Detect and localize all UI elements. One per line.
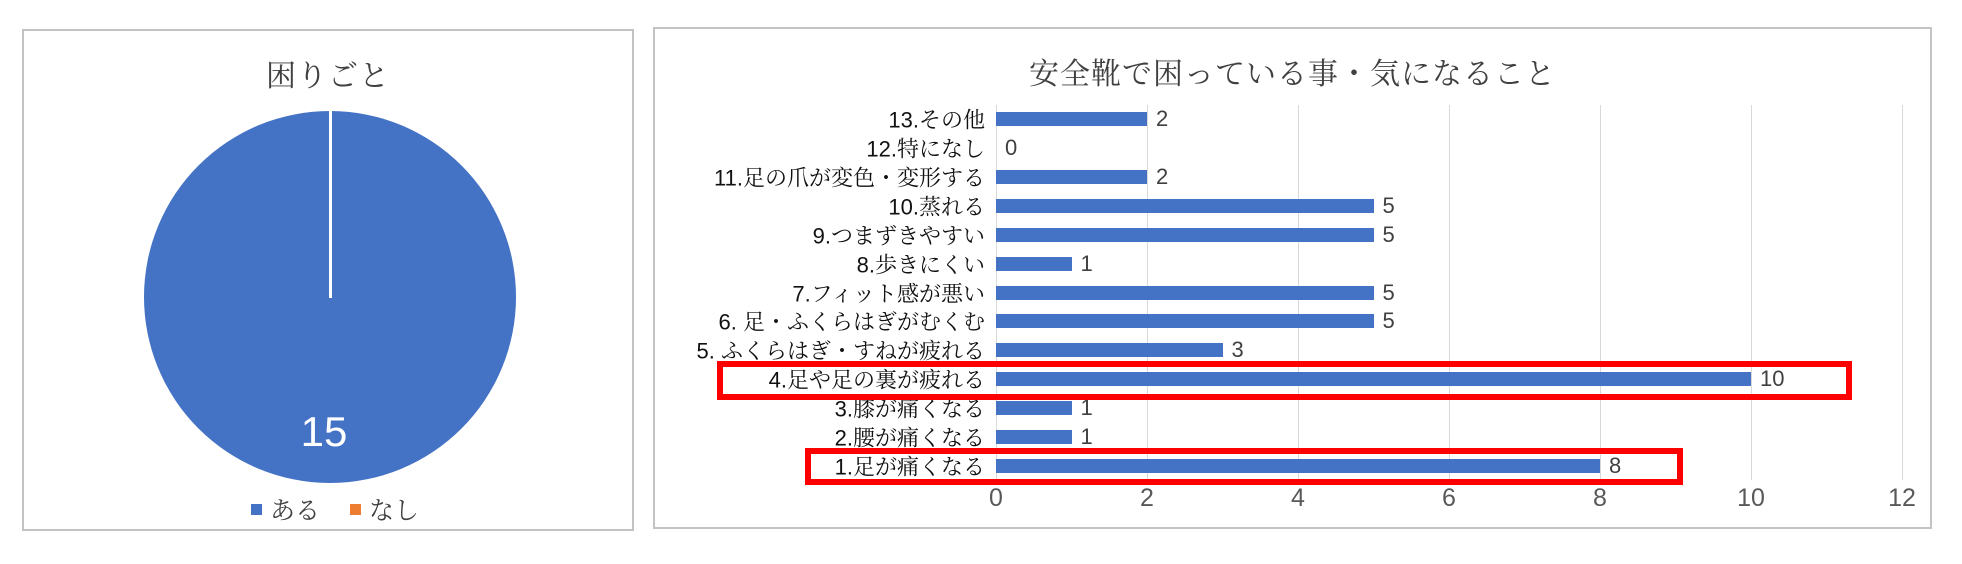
legend-swatch-icon — [251, 504, 262, 515]
category-label: 3.膝が痛くなる — [834, 396, 985, 422]
bar[interactable] — [996, 112, 1147, 126]
category-label: 12.特になし — [866, 136, 985, 162]
category-label: 5. ふくらはぎ・すねが疲れる — [696, 338, 985, 364]
bar-value-label: 1 — [1080, 250, 1093, 276]
gridline — [1751, 105, 1752, 480]
category-label: 2.腰が痛くなる — [834, 425, 985, 451]
bar-value-label: 5 — [1382, 279, 1395, 305]
bar-value-label: 2 — [1156, 106, 1169, 132]
bar[interactable] — [996, 286, 1374, 300]
bar-value-label: 5 — [1382, 192, 1395, 218]
bar[interactable] — [996, 199, 1374, 213]
category-label: 7.フィット感が悪い — [792, 281, 985, 306]
category-label: 8.歩きにくい — [856, 252, 985, 278]
legend-swatch-icon — [350, 504, 361, 515]
category-label: 4.足や足の裏が疲れる — [768, 367, 985, 393]
category-label: 9.つまずきやすい — [812, 223, 985, 249]
pie-slice-divider — [329, 111, 332, 298]
bar-value-label: 1 — [1080, 394, 1093, 420]
legend-label: ある — [269, 497, 320, 525]
bar-chart-panel — [653, 27, 1932, 529]
x-axis-tick-label: 2 — [1140, 484, 1154, 512]
bar-value-label: 10 — [1760, 366, 1785, 392]
pie-chart-panel — [22, 29, 634, 531]
pie-legend — [24, 491, 632, 527]
pie-chart-title: 困りごと — [266, 60, 390, 93]
bar-value-label: 3 — [1231, 337, 1244, 363]
legend-item-aru[interactable] — [251, 491, 320, 527]
legend-label: なし — [369, 497, 420, 525]
bar[interactable] — [996, 430, 1072, 444]
highlight-box — [805, 448, 1683, 485]
bar[interactable] — [996, 343, 1223, 357]
bar-value-label: 5 — [1382, 308, 1395, 334]
bar[interactable] — [996, 228, 1374, 242]
bar-value-label: 0 — [1005, 135, 1018, 161]
bar-chart-title: 安全靴で困っている事・気になること — [1029, 58, 1556, 91]
x-axis-tick-label: 8 — [1593, 484, 1607, 512]
bar[interactable] — [996, 401, 1072, 415]
bar-value-label: 5 — [1382, 221, 1395, 247]
category-label: 13.その他 — [888, 107, 985, 133]
category-label: 6. 足・ふくらはぎがむくむ — [718, 309, 985, 335]
x-axis-tick-label: 0 — [989, 484, 1003, 512]
bar-value-label: 8 — [1609, 452, 1622, 478]
bar-value-label: 1 — [1080, 423, 1093, 449]
category-label: 11.足の爪が変色・変形する — [714, 165, 985, 191]
highlight-box — [717, 361, 1852, 400]
bar[interactable] — [996, 314, 1374, 328]
bar-value-label: 2 — [1156, 164, 1169, 190]
category-label: 10.蒸れる — [888, 194, 985, 220]
pie-data-label: 15 — [300, 408, 348, 455]
gridline — [1449, 105, 1450, 480]
gridline — [1600, 105, 1601, 480]
legend-item-nashi[interactable] — [350, 491, 419, 527]
x-axis-tick-label: 12 — [1888, 484, 1916, 512]
bar[interactable] — [996, 257, 1072, 271]
x-axis-tick-label: 6 — [1442, 484, 1456, 512]
x-axis-tick-label: 10 — [1737, 484, 1765, 512]
x-axis-tick-label: 4 — [1291, 484, 1305, 512]
bar[interactable] — [996, 170, 1147, 184]
category-label: 1.足が痛くなる — [834, 454, 985, 480]
gridline — [1902, 105, 1903, 480]
